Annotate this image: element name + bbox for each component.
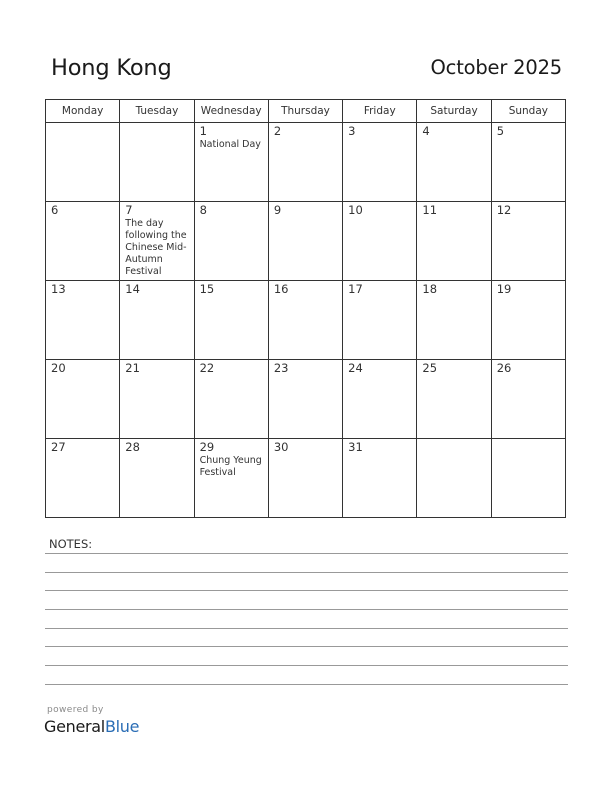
day-cell bbox=[268, 202, 342, 281]
day-number: 7 bbox=[125, 203, 133, 217]
weekday-wednesday: Wednesday bbox=[194, 100, 268, 123]
day-cell bbox=[491, 439, 565, 518]
notes-line bbox=[45, 684, 568, 685]
day-cell bbox=[120, 360, 194, 439]
day-cell bbox=[120, 281, 194, 360]
day-number: 10 bbox=[348, 203, 363, 217]
day-number: 11 bbox=[422, 203, 438, 217]
holiday-label: National Day bbox=[199, 139, 261, 150]
day-cell bbox=[194, 360, 268, 439]
day-number: 20 bbox=[51, 361, 66, 375]
day-number: 13 bbox=[51, 282, 66, 296]
day-cell bbox=[268, 439, 342, 518]
day-cell bbox=[343, 281, 417, 360]
day-cell bbox=[120, 123, 194, 202]
holiday-label: Chung Yeung Festival bbox=[199, 455, 262, 478]
day-number: 5 bbox=[496, 124, 505, 138]
day-cell bbox=[343, 123, 417, 202]
week-row-4 bbox=[46, 360, 566, 439]
day-cell bbox=[417, 281, 491, 360]
notes-label: NOTES: bbox=[49, 537, 93, 551]
weekday-tuesday: Tuesday bbox=[120, 100, 194, 123]
brand-blue: Blue bbox=[104, 717, 140, 736]
day-cell bbox=[46, 439, 120, 518]
day-number: 6 bbox=[51, 203, 59, 217]
day-number: 25 bbox=[422, 361, 438, 375]
day-cell bbox=[417, 439, 491, 518]
week-row-2 bbox=[46, 202, 566, 281]
day-number: 14 bbox=[125, 282, 140, 296]
day-number: 19 bbox=[496, 282, 512, 296]
weekday-header-row bbox=[46, 100, 566, 123]
region-title: Hong Kong bbox=[51, 55, 172, 81]
day-cell bbox=[417, 360, 491, 439]
day-number: 2 bbox=[273, 124, 282, 138]
day-number: 12 bbox=[496, 203, 512, 217]
day-cell bbox=[343, 360, 417, 439]
day-number: 24 bbox=[348, 361, 363, 375]
notes-line bbox=[45, 609, 568, 610]
day-number: 23 bbox=[273, 361, 289, 375]
day-number: 26 bbox=[496, 361, 512, 375]
week-row-5 bbox=[46, 439, 566, 518]
day-number: 31 bbox=[348, 440, 363, 454]
notes-line bbox=[45, 646, 568, 647]
day-cell bbox=[120, 202, 194, 281]
weekday-thursday: Thursday bbox=[268, 100, 342, 123]
notes-line bbox=[45, 553, 568, 554]
weekday-saturday: Saturday bbox=[417, 100, 491, 123]
day-number: 30 bbox=[273, 440, 289, 454]
day-number: 15 bbox=[199, 282, 215, 296]
day-cell bbox=[268, 360, 342, 439]
day-number: 16 bbox=[273, 282, 289, 296]
day-cell bbox=[491, 281, 565, 360]
day-cell bbox=[268, 123, 342, 202]
day-cell bbox=[120, 439, 194, 518]
brand-general: General bbox=[44, 717, 105, 736]
day-number: 18 bbox=[422, 282, 438, 296]
day-cell bbox=[491, 202, 565, 281]
day-cell bbox=[46, 281, 120, 360]
notes-line bbox=[45, 590, 568, 591]
day-number: 22 bbox=[199, 361, 215, 375]
weekday-friday: Friday bbox=[343, 100, 417, 123]
weekday-monday: Monday bbox=[46, 100, 120, 123]
weekday-sunday: Sunday bbox=[491, 100, 565, 123]
day-number: 3 bbox=[348, 124, 356, 138]
day-number: 17 bbox=[348, 282, 363, 296]
day-number: 8 bbox=[199, 203, 207, 217]
notes-line bbox=[45, 628, 568, 629]
day-cell bbox=[343, 439, 417, 518]
day-cell bbox=[268, 281, 342, 360]
day-cell bbox=[194, 281, 268, 360]
day-number: 21 bbox=[125, 361, 140, 375]
day-cell bbox=[491, 123, 565, 202]
day-number: 28 bbox=[125, 440, 140, 454]
month-year-title: October 2025 bbox=[430, 56, 562, 79]
generalblue-logo bbox=[44, 717, 139, 736]
holiday-label: The day following the Chinese Mid-Autumn Festival bbox=[125, 218, 187, 277]
day-number: 1 bbox=[199, 124, 207, 138]
day-cell bbox=[417, 202, 491, 281]
powered-by-text: powered by bbox=[47, 705, 104, 715]
day-number: 29 bbox=[199, 440, 215, 454]
calendar-grid bbox=[45, 99, 566, 518]
week-row-1 bbox=[46, 123, 566, 202]
notes-line bbox=[45, 572, 568, 573]
day-cell bbox=[417, 123, 491, 202]
day-number: 27 bbox=[51, 440, 66, 454]
day-number: 9 bbox=[273, 203, 282, 217]
day-cell bbox=[194, 123, 268, 202]
week-row-3 bbox=[46, 281, 566, 360]
day-cell bbox=[194, 202, 268, 281]
day-cell bbox=[46, 123, 120, 202]
day-cell bbox=[194, 439, 268, 518]
notes-line bbox=[45, 665, 568, 666]
day-cell bbox=[491, 360, 565, 439]
day-number: 4 bbox=[422, 124, 430, 138]
day-cell bbox=[46, 202, 120, 281]
day-cell bbox=[46, 360, 120, 439]
day-cell bbox=[343, 202, 417, 281]
